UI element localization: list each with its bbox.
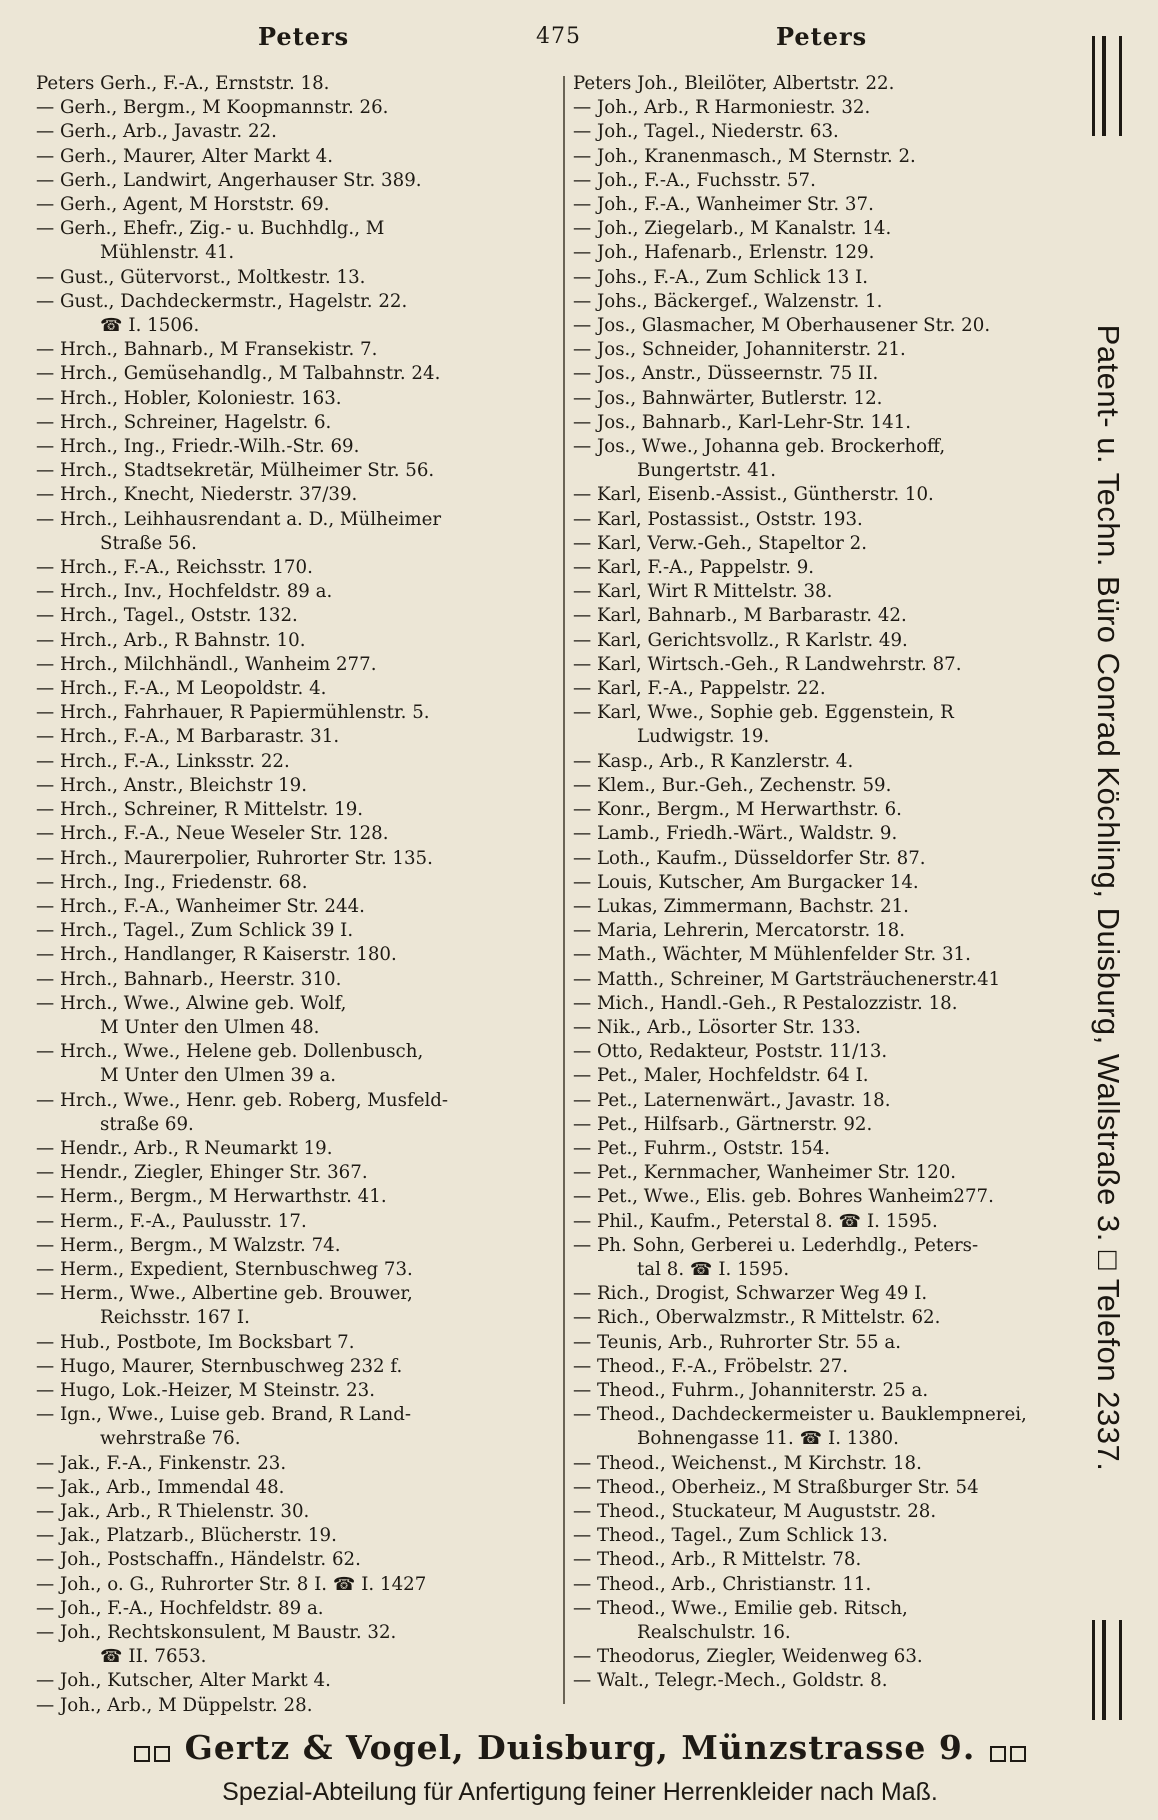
directory-entry: — Joh., F.-A., Wanheimer Str. 37. [573, 194, 874, 216]
directory-entry: — Gerh., Maurer, Alter Markt 4. [36, 145, 334, 167]
directory-entry: — Joh., o. G., Ruhrorter Str. 8 I. ☎ I. 1427 [36, 1573, 427, 1595]
directory-entry: — Joh., F.-A., Fuchsstr. 57. [573, 169, 816, 191]
side-ad-text: Patent- u. Techn. Büro Conrad Köchling, Duisburg, Wallstraße 3. □ Telefon 2337. [1091, 324, 1126, 1472]
directory-entry: — Gerh., Agent, M Horststr. 69. [36, 194, 330, 216]
directory-entry: — Theod., Stuckateur, M Auguststr. 28. [573, 1500, 937, 1522]
directory-entry: — Herm., F.-A., Paulusstr. 17. [36, 1210, 307, 1232]
directory-entry: — Hrch., Handlanger, R Kaiserstr. 180. [36, 944, 397, 966]
directory-entry: — Joh., Postschaffn., Händelstr. 62. [36, 1549, 361, 1571]
directory-entry: — Ign., Wwe., Luise geb. Brand, R Land- [36, 1404, 412, 1426]
directory-entry: — Jos., Anstr., Düsseernstr. 75 II. [573, 363, 879, 385]
directory-entry: — Hrch., F.-A., M Barbarastr. 31. [36, 726, 340, 748]
directory-entry: — Louis, Kutscher, Am Burgacker 14. [573, 871, 919, 893]
directory-entry: — Hrch., Bahnarb., Heerstr. 310. [36, 968, 342, 990]
square-ornament-right [988, 1731, 1028, 1770]
directory-entry: — Hrch., Stadtsekretär, Mülheimer Str. 56. [36, 460, 435, 482]
directory-entry: — Hugo, Lok.-Heizer, M Steinstr. 23. [36, 1379, 376, 1401]
directory-entry: Peters Joh., Bleilöter, Albertstr. 22. [573, 73, 895, 94]
directory-entry: — Hrch., Bahnarb., M Fransekistr. 7. [36, 339, 378, 361]
directory-entry: — Joh., Arb., M Düppelstr. 28. [36, 1694, 313, 1716]
directory-entry: — Hrch., Tagel., Zum Schlick 39 I. [36, 920, 354, 942]
directory-entry: — Gerh., Bergm., M Koopmannstr. 26. [36, 97, 389, 119]
directory-entry: — Gerh., Landwirt, Angerhauser Str. 389. [36, 169, 422, 191]
directory-entry: — Joh., Arb., R Harmoniestr. 32. [573, 97, 871, 119]
directory-entry: — Pet., Wwe., Elis. geb. Bohres Wanheim277. [573, 1186, 994, 1208]
directory-entry: — Jos., Bahnwärter, Butlerstr. 12. [573, 387, 883, 409]
directory-entry: — Hrch., Gemüsehandlg., M Talbahnstr. 24. [36, 363, 441, 385]
ornament-rule-top [1092, 36, 1122, 136]
bottom-ad-headline [40, 1728, 1120, 1770]
directory-entry: — Herm., Expedient, Sternbuschweg 73. [36, 1258, 413, 1280]
directory-entry: — Theod., Weichenst., M Kirchstr. 18. [573, 1452, 922, 1474]
directory-entry: — Theod., Fuhrm., Johanniterstr. 25 a. [573, 1379, 929, 1401]
directory-entry: Bohnengasse 11. ☎ I. 1380. [637, 1428, 899, 1450]
running-head-right: Peters [776, 22, 868, 51]
directory-entry: — Hrch., Inv., Hochfeldstr. 89 a. [36, 581, 333, 603]
directory-entry: — Jak., Arb., R Thielenstr. 30. [36, 1500, 310, 1522]
directory-entry: — Karl, F.-A., Pappelstr. 9. [573, 557, 815, 579]
bottom-ad-subline: Spezial-Abteilung für Anfertigung feiner Herrenkleider nach Maß. [222, 1777, 938, 1806]
directory-entry: — Karl, Gerichtsvollz., R Karlstr. 49. [573, 629, 908, 651]
directory-entry: — Karl, F.-A., Pappelstr. 22. [573, 678, 826, 700]
directory-entry: — Theod., Wwe., Emilie geb. Ritsch, [573, 1597, 908, 1619]
directory-entry: — Rich., Oberwalzmstr., R Mittelstr. 62. [573, 1307, 941, 1329]
page-number: 475 [536, 24, 581, 49]
directory-entry: ☎ I. 1506. [100, 315, 200, 337]
directory-entry: — Hrch., F.-A., Neue Weseler Str. 128. [36, 823, 389, 845]
directory-entry: — Kasp., Arb., R Kanzlerstr. 4. [573, 750, 854, 772]
directory-entry: Realschulstr. 16. [637, 1622, 791, 1643]
directory-entry: — Theod., Arb., Christianstr. 11. [573, 1573, 872, 1595]
directory-entry: Reichsstr. 167 I. [100, 1307, 250, 1329]
directory-entry: — Karl, Eisenb.-Assist., Güntherstr. 10. [573, 484, 934, 506]
directory-entry: — Herm., Bergm., M Walzstr. 74. [36, 1234, 341, 1256]
directory-entry: wehrstraße 76. [100, 1428, 241, 1450]
directory-entry: — Pet., Laternenwärt., Javastr. 18. [573, 1089, 891, 1111]
directory-entry: — Herm., Bergm., M Herwarthstr. 41. [36, 1186, 387, 1208]
directory-entry: Straße 56. [100, 532, 197, 554]
directory-entry: — Hrch., Milchhändl., Wanheim 277. [36, 653, 377, 675]
directory-entry: — Math., Wächter, M Mühlenfelder Str. 31. [573, 944, 971, 966]
directory-entry: — Teunis, Arb., Ruhrorter Str. 55 a. [573, 1331, 901, 1353]
directory-entry: — Hugo, Maurer, Sternbuschweg 232 f. [36, 1355, 403, 1377]
directory-entry: — Karl, Wirt R Mittelstr. 38. [573, 581, 833, 603]
directory-entry: — Hrch., F.-A., M Leopoldstr. 4. [36, 678, 327, 700]
directory-entry: — Johs., Bäckergef., Walzenstr. 1. [573, 290, 883, 312]
directory-entry: — Johs., F.-A., Zum Schlick 13 I. [573, 266, 869, 288]
right-column [573, 72, 1093, 1694]
left-column [36, 72, 560, 1718]
directory-entry: — Hrch., F.-A., Reichsstr. 170. [36, 557, 313, 579]
directory-entry: — Rich., Drogist, Schwarzer Weg 49 I. [573, 1283, 928, 1305]
directory-entry: — Joh., F.-A., Hochfeldstr. 89 a. [36, 1597, 324, 1619]
directory-entry: — Hrch., Hobler, Koloniestr. 163. [36, 387, 342, 409]
directory-entry: — Otto, Redakteur, Poststr. 11/13. [573, 1041, 888, 1063]
directory-entry: — Gust., Dachdeckermstr., Hagelstr. 22. [36, 290, 408, 312]
directory-entry: — Hrch., Schreiner, Hagelstr. 6. [36, 411, 332, 433]
directory-entry: — Pet., Kernmacher, Wanheimer Str. 120. [573, 1162, 957, 1184]
side-advertisement [1082, 36, 1134, 1720]
directory-entry: — Gust., Gütervorst., Moltkestr. 13. [36, 266, 366, 288]
directory-entry: — Walt., Telegr.-Mech., Goldstr. 8. [573, 1670, 888, 1692]
directory-entry: — Karl, Verw.-Geh., Stapeltor 2. [573, 532, 867, 554]
ornament-rule-bottom [1092, 1620, 1122, 1720]
square-ornament-left [132, 1731, 172, 1770]
directory-entry: — Hrch., Ing., Friedenstr. 68. [36, 871, 308, 893]
directory-entry: — Theod., Tagel., Zum Schlick 13. [573, 1525, 888, 1547]
directory-entry: — Hrch., F.-A., Wanheimer Str. 244. [36, 895, 365, 917]
directory-entry: — Hrch., Wwe., Helene geb. Dollenbusch, [36, 1041, 424, 1063]
directory-entry: — Jak., Arb., Immendal 48. [36, 1476, 285, 1498]
directory-entry: — Hrch., Ing., Friedr.-Wilh.-Str. 69. [36, 436, 360, 458]
directory-entry: — Nik., Arb., Lösorter Str. 133. [573, 1016, 861, 1038]
directory-entry: — Lamb., Friedh.-Wärt., Waldstr. 9. [573, 823, 898, 845]
bottom-ad-title: Gertz & Vogel, Duisburg, Münzstrasse 9. [184, 1728, 976, 1767]
directory-entry: — Joh., Rechtskonsulent, M Baustr. 32. [36, 1622, 397, 1643]
directory-entry: — Gerh., Ehefr., Zig.- u. Buchhdlg., M [36, 218, 385, 240]
directory-entry: — Hrch., Schreiner, R Mittelstr. 19. [36, 799, 364, 821]
directory-entry: — Herm., Wwe., Albertine geb. Brouwer, [36, 1283, 413, 1305]
directory-entry: — Hub., Postbote, Im Bocksbart 7. [36, 1331, 355, 1353]
directory-entry: — Hrch., Tagel., Oststr. 132. [36, 605, 298, 627]
directory-entry: — Karl, Wirtsch.-Geh., R Landwehrstr. 87. [573, 653, 962, 675]
directory-entry: — Joh., Tagel., Niederstr. 63. [573, 121, 839, 143]
running-head-left: Peters [258, 22, 350, 51]
directory-entry: — Pet., Hilfsarb., Gärtnerstr. 92. [573, 1113, 873, 1135]
directory-entry: — Phil., Kaufm., Peterstal 8. ☎ I. 1595. [573, 1210, 938, 1232]
directory-entry: — Hrch., Fahrhauer, R Papiermühlenstr. 5. [36, 702, 430, 724]
directory-entry: Peters Gerh., F.-A., Ernststr. 18. [36, 73, 330, 94]
directory-entry: — Hrch., Knecht, Niederstr. 37/39. [36, 484, 358, 506]
directory-entry: Ludwigstr. 19. [637, 726, 770, 748]
column-divider [563, 76, 565, 1704]
directory-entry: — Theod., Arb., R Mittelstr. 78. [573, 1549, 862, 1571]
directory-entry: tal 8. ☎ I. 1595. [637, 1258, 790, 1280]
directory-entry: — Hrch., Anstr., Bleichstr 19. [36, 774, 307, 796]
directory-entry: — Karl, Wwe., Sophie geb. Eggenstein, R [573, 702, 954, 724]
directory-entry: — Karl, Postassist., Oststr. 193. [573, 508, 863, 530]
directory-entry: — Karl, Bahnarb., M Barbarastr. 42. [573, 605, 907, 627]
directory-entry: — Jos., Schneider, Johanniterstr. 21. [573, 339, 906, 361]
directory-entry: — Hrch., Leihhausrendant a. D., Mülheimer [36, 508, 442, 530]
directory-entry: — Jak., F.-A., Finkenstr. 23. [36, 1452, 287, 1474]
directory-entry: — Maria, Lehrerin, Mercatorstr. 18. [573, 920, 906, 942]
directory-entry: — Gerh., Arb., Javastr. 22. [36, 121, 277, 143]
directory-entry: — Mich., Handl.-Geh., R Pestalozzistr. 18. [573, 992, 958, 1014]
directory-entry: — Joh., Ziegelarb., M Kanalstr. 14. [573, 218, 892, 240]
directory-entry: — Hrch., F.-A., Linksstr. 22. [36, 750, 290, 772]
directory-entry: straße 69. [100, 1113, 194, 1135]
directory-entry: — Theod., Oberheiz., M Straßburger Str. 54 [573, 1476, 979, 1498]
directory-entry: — Hendr., Arb., R Neumarkt 19. [36, 1137, 333, 1159]
directory-entry: Bungertstr. 41. [637, 460, 777, 482]
directory-entry: — Hrch., Wwe., Alwine geb. Wolf, [36, 992, 347, 1014]
directory-entry: — Joh., Kranenmasch., M Sternstr. 2. [573, 145, 916, 167]
directory-entry: M Unter den Ulmen 39 a. [100, 1065, 337, 1087]
directory-entry: — Ph. Sohn, Gerberei u. Lederhdlg., Peters- [573, 1234, 979, 1256]
directory-entry: — Pet., Fuhrm., Oststr. 154. [573, 1137, 831, 1159]
directory-entry: — Konr., Bergm., M Herwarthstr. 6. [573, 799, 902, 821]
directory-entry: — Theodorus, Ziegler, Weidenweg 63. [573, 1646, 923, 1668]
directory-entry: Mühlenstr. 41. [100, 242, 235, 264]
directory-entry: — Hendr., Ziegler, Ehinger Str. 367. [36, 1162, 368, 1184]
directory-entry: — Matth., Schreiner, M Gartsträuchenerstr.41 [573, 968, 1001, 990]
directory-entry: — Hrch., Arb., R Bahnstr. 10. [36, 629, 306, 651]
directory-entry: — Jak., Platzarb., Blücherstr. 19. [36, 1525, 337, 1547]
directory-entry: — Klem., Bur.-Geh., Zechenstr. 59. [573, 774, 892, 796]
directory-entry: — Jos., Wwe., Johanna geb. Brockerhoff, [573, 436, 946, 458]
directory-entry: — Theod., Dachdeckermeister u. Bauklempnerei, [573, 1404, 1027, 1426]
directory-entry: — Theod., F.-A., Fröbelstr. 27. [573, 1355, 849, 1377]
directory-entry: — Joh., Kutscher, Alter Markt 4. [36, 1670, 331, 1692]
directory-entry: — Hrch., Wwe., Henr. geb. Roberg, Musfeld- [36, 1089, 449, 1111]
directory-entry: M Unter den Ulmen 48. [100, 1016, 320, 1038]
directory-entry: — Jos., Glasmacher, M Oberhausener Str. 20. [573, 315, 991, 337]
bottom-advertisement [40, 1728, 1120, 1807]
directory-entry: — Jos., Bahnarb., Karl-Lehr-Str. 141. [573, 411, 912, 433]
directory-entry: — Loth., Kaufm., Düsseldorfer Str. 87. [573, 847, 926, 869]
directory-entry: — Pet., Maler, Hochfeldstr. 64 I. [573, 1065, 869, 1087]
directory-entry: — Hrch., Maurerpolier, Ruhrorter Str. 135. [36, 847, 433, 869]
directory-entry: — Joh., Hafenarb., Erlenstr. 129. [573, 242, 875, 264]
directory-entry: ☎ II. 7653. [100, 1646, 207, 1668]
directory-entry: — Lukas, Zimmermann, Bachstr. 21. [573, 895, 909, 917]
